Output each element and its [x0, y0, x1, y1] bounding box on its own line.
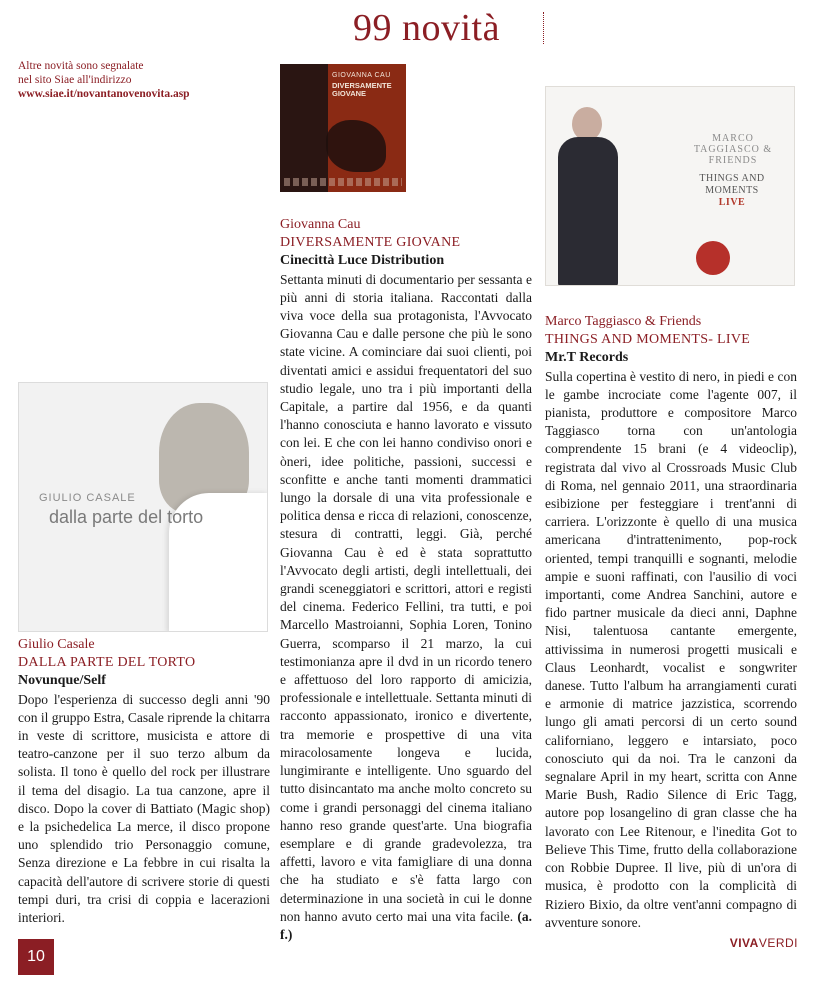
cover-portrait-body: [558, 137, 618, 286]
brand-viva: VIVA: [729, 936, 759, 950]
review-body: Sulla copertina è vestito di nero, in piedi e con le gambe incrociate come l'agente 007, il pianista, produttore e compositore Marco Taggiasco torna con un'antologia comprendente 15 brani (e 4 videoclip), registrata dal vivo al Crossroads Music Club di Roma, nel gennaio 2011, una straordinaria esibizione per festeggiare i trent'anni di carriera. L'orizzonte è quello di una musica americana d'intrattenimento, pop-rock oriented, tempi tranquilli e sognanti, melodie ampie e suoni raffinati, con l'ausilio di voci importanti, come Andrea Sanchini, autore e fido partner musicale da dieci anni, Daphne Nisi, talentuosa cantante emergente, attivissima in numerosi progetti musicali e Claus Leonhardt, vocalist e songwriter danese. Tutto l'album ha arrangiamenti curati e armonie di matrice jazzistica, scorrendo lungo gli amati percorsi di un certo sound californiano, leggero e intarsiato, poco conosciuto qui da noi. Tra le canzoni da segnalare April in my heart, scritta con Anne Marie Bush, Radio Silence di Eric Tagg, autore pop losangelino di gran classe che ha lavorato con Lee Ritenour, e l'inedita Got to Believe This Time, frutto della collaborazione con Robbie Dupree. Il live, più di un'ora di musica, è prodotto con la complicità di Riziero Bixio, da oltre vent'anni compagno di avventure sonore.: [545, 368, 797, 930]
cover-cas-title: dalla parte del torto: [49, 507, 204, 527]
brand-verdi: VERDI: [758, 936, 798, 950]
cover-cau-artist: GIOVANNA CAU: [332, 72, 391, 79]
note-url-link[interactable]: www.siae.it/novantanovenovita.asp: [18, 88, 190, 100]
cover-portrait-head: [572, 107, 602, 141]
review-body: [280, 271, 532, 945]
header-divider: [543, 12, 544, 44]
cover-tag-title-block: [676, 173, 788, 209]
cover-sticker-icon: [696, 241, 730, 275]
page-title: 99 novità: [353, 7, 500, 49]
review-artist: Giovanna Cau: [280, 217, 361, 232]
review-body: Dopo l'esperienza di successo degli anni '90 con il gruppo Estra, Casale riprende la chitarra in veste di scrittore, musicista e attore di teatro-canzone per il suo terzo album da solista. Il tono è quello del rock per illustrare il tema del disagio. La tua canzone, apre il disco. Dopo la cover di Battiato (Magic shop) e la psichedelica La merce, il disco propone uno splendido trio Personaggio comune, Senza direzione e La febbre in cui risalta la capacità dell'autore di scrivere storie di questi tempi duri, tra crisi di coppia e lacerazioni interiori.: [18, 691, 270, 926]
cover-image-taggiasco: [545, 86, 795, 286]
review-label: Mr.T Records: [545, 350, 629, 366]
review-taggiasco: [545, 313, 797, 932]
note-line-2: nel sito Siae all'indirizzo: [18, 74, 132, 86]
cover-image-casale: [18, 382, 268, 632]
cover-image-cau: [280, 64, 406, 192]
review-artist: Marco Taggiasco & Friends: [545, 314, 702, 329]
review-artist: Giulio Casale: [18, 637, 95, 652]
cover-figure: [326, 120, 386, 172]
review-casale: [18, 636, 270, 927]
brand-logo: [730, 936, 798, 950]
site-note: [18, 59, 248, 101]
cover-portrait: [554, 103, 624, 283]
review-album: DIVERSAMENTE GIOVANE: [280, 235, 461, 251]
cover-tag-live: LIVE: [718, 197, 746, 208]
cover-cas-artist: GIULIO CASALE: [39, 492, 136, 504]
review-label: Cinecittà Luce Distribution: [280, 253, 445, 269]
review-cau: [280, 216, 532, 944]
review-label: Novunque/Self: [18, 673, 106, 689]
cover-shadow: [280, 64, 328, 192]
page-number: 10: [18, 939, 54, 975]
cover-tag-title: THINGS AND MOMENTS: [699, 173, 765, 196]
note-line-1: Altre novità sono segnalate: [18, 60, 144, 72]
cover-tag-artist: MARCO TAGGIASCO & FRIENDS: [693, 133, 773, 166]
cover-cau-title: DIVERSAMENTE GIOVANE: [332, 81, 392, 98]
review-album: THINGS AND MOMENTS- LIVE: [545, 332, 751, 348]
review-signature: (a. f.): [280, 908, 533, 942]
review-album: DALLA PARTE DEL TORTO: [18, 655, 196, 671]
review-body-text: Settanta minuti di documentario per sessanta e più anni di storia italiana. Raccontati dalla viva voce della sua protagonista, l'Avvocato Giovanna Cau e dalle persone che più le sono state vicine. A cominciare dai suoi clienti, poi diventati amici e assidui frequentatori del suo studio legale, uno tra i più importanti della Capitale, a partire dal 1956, e da quanti l'hanno conosciuta e hanno lavorato e vissuto con lei. E che con lei hanno condiviso onori e òneri, idee politiche, passioni, successi e sconfitte e anche tanti momenti drammatici lungo la dorsale di una vita professionale e politica densa e ricca di relazioni, conoscenze, stesura di contratti, leggi. Già, perché Giovanna Cau è ed è stata soprattutto l'Avvocato degli artisti, degli intellettuali, dei grandi sceneggiatori e scrittori, attori e registi del cinema. Federico Fellini, tra tutti, e poi Marcello Mastroianni, Sophia Loren, Tonino Guerra, scomparso il 21 marzo, la cui testimonianza apre il dvd in un ricordo tenero e affettuoso del loro rapporto di amicizia, professionale e intellettuale. Settanta minuti di racconto appassionato, ironico e divertente, tra memorie e prospettive di una vita miracolosamente longeva e lucida, lungimirante e intelligente. Uno sguardo del tutto disincantato ma anche molto concreto su come i grandi personaggi del cinema italiano hanno reso grande quest'arte. Una biografia esemplare e di grande gradevolezza, tra affetti, lavoro e vita famigliare di una donna che ha studiato e s'è fatta largo con determinazione in una società in cui le donne non hanno avuto certo mai una vita facile.: [280, 271, 532, 924]
cover-credits: [284, 178, 402, 186]
